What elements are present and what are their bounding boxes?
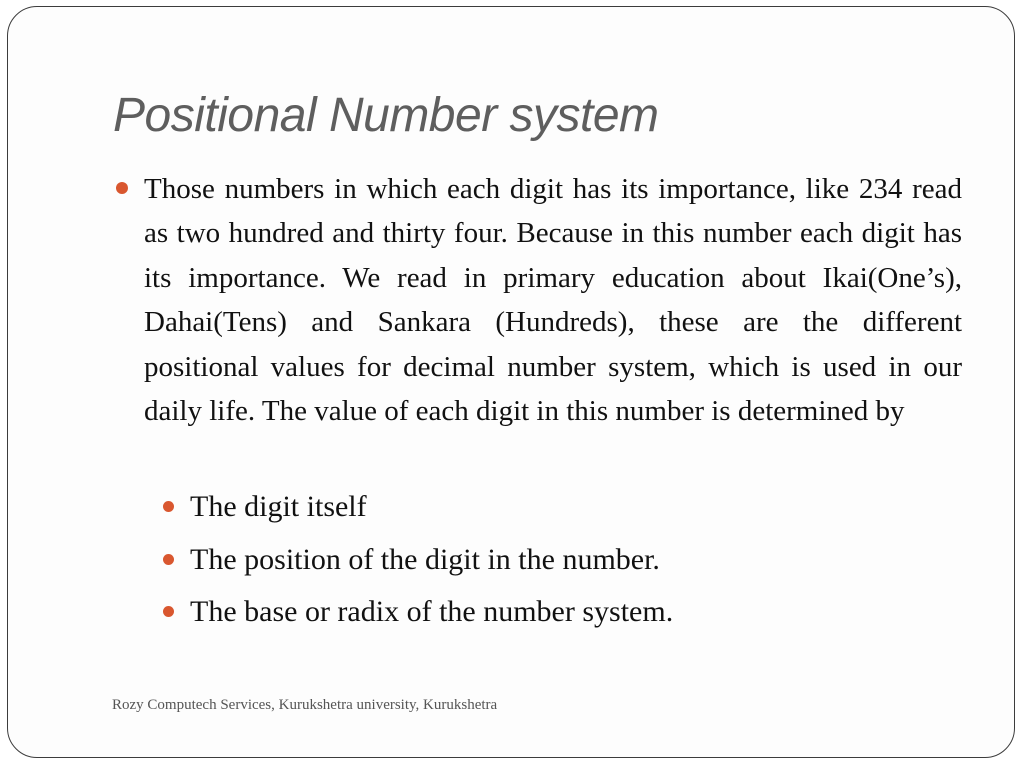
main-bullet-text: Those numbers in which each digit has its importance, like 234 read as two hundred and thirty four. Because in this number each digit has its importance. We read in primary education about Ikai(One’s), Dahai(Tens) and Sankara (Hundreds), these are the different positional values for decimal number system, which is used in our daily life. The value of each digit in this number is determined by — [144, 173, 962, 428]
sub-bullet-digit-position: The position of the digit in the number. — [190, 543, 660, 576]
sub-bullet-base-radix: The base or radix of the number system. — [190, 595, 674, 628]
bullet-dot-icon — [163, 501, 174, 512]
sub-bullet-digit-itself: The digit itself — [190, 490, 367, 523]
slide-footer: Rozy Computech Services, Kurukshetra university, Kurukshetra — [112, 697, 498, 713]
bullet-dot-icon — [163, 554, 174, 565]
bullet-dot-icon — [116, 182, 128, 194]
slide-title: Positional Number system — [113, 89, 659, 142]
bullet-dot-icon — [163, 606, 174, 617]
